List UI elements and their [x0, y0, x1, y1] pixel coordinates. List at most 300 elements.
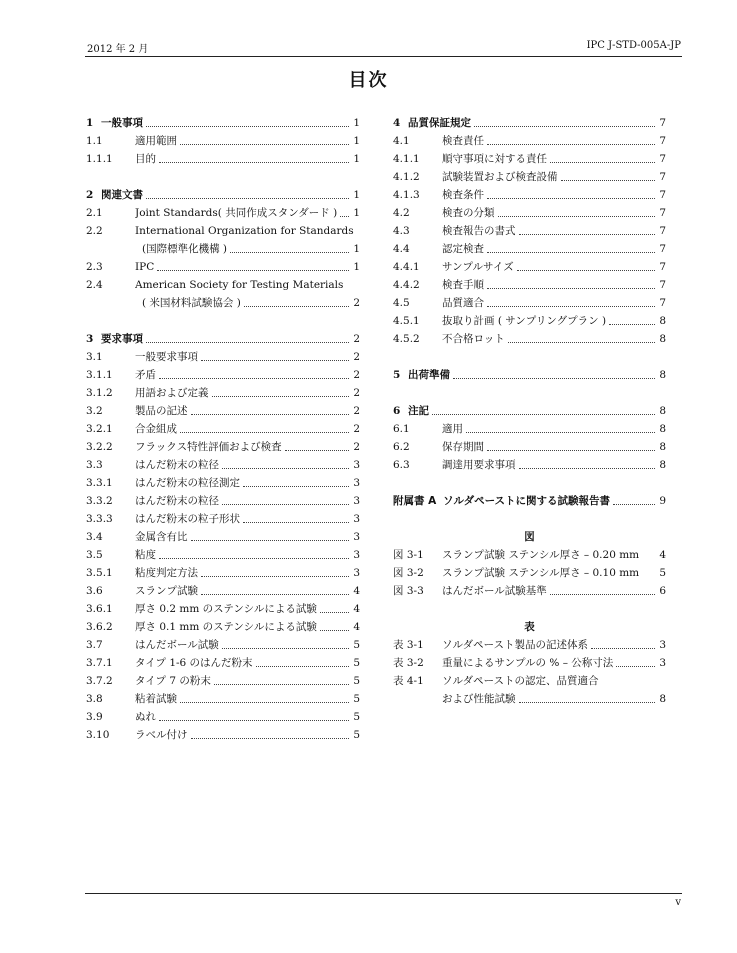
dot-leader [320, 630, 349, 631]
toc-entry-page: 7 [659, 207, 666, 219]
toc-entry-number: 3.6.1 [86, 603, 113, 615]
toc-entry-title: はんだボール試験 [135, 639, 219, 651]
toc-entry-title: はんだボール試験基準 [442, 585, 547, 597]
toc-entry-title: ソルダペーストの認定、品質適合 [442, 675, 599, 687]
dot-leader [243, 522, 349, 523]
toc-entry-number: 1.1 [86, 135, 103, 147]
toc-entry[interactable] [393, 546, 666, 564]
toc-entry-page: 8 [659, 405, 666, 417]
toc-entry-page: 5 [353, 693, 360, 705]
toc-entry-page: 8 [659, 693, 666, 705]
toc-right-column [393, 114, 666, 708]
dot-leader [146, 342, 349, 343]
toc-entry[interactable] [393, 204, 666, 222]
dot-leader [244, 306, 349, 307]
dot-leader [222, 468, 349, 469]
toc-entry[interactable] [393, 420, 666, 438]
dot-leader [561, 180, 656, 181]
toc-spacer [393, 348, 666, 366]
toc-entry-page: 2 [353, 387, 360, 399]
toc-entry-number: 表 3-1 [393, 639, 424, 651]
dot-leader [159, 558, 349, 559]
dot-leader [487, 252, 655, 253]
toc-entry-page: 7 [659, 297, 666, 309]
dot-leader [214, 684, 349, 685]
toc-entry-number: 3.3.3 [86, 513, 113, 525]
toc-entry-number: 4.4 [393, 243, 410, 255]
toc-entry-number: 3.10 [86, 729, 110, 741]
toc-entry[interactable] [393, 168, 666, 186]
toc-entry[interactable] [393, 564, 666, 582]
toc-entry[interactable] [393, 150, 666, 168]
dot-leader [320, 612, 349, 613]
toc-entry-page: 4 [659, 549, 666, 561]
toc-spacer [393, 600, 666, 618]
toc-entry[interactable] [86, 708, 360, 726]
toc-entry-number: 3.1 [86, 351, 103, 363]
dot-leader [487, 144, 655, 145]
header-date: 2012 年 2 月 [87, 44, 149, 55]
toc-entry[interactable] [86, 294, 360, 312]
toc-entry-title: タイプ 1-6 のはんだ粉末 [135, 657, 253, 669]
dot-leader [201, 576, 349, 577]
toc-entry[interactable] [393, 654, 666, 672]
toc-entry-number: 5 [393, 369, 401, 381]
toc-entry-number: 6.1 [393, 423, 410, 435]
toc-entry-number: 3.5.1 [86, 567, 113, 579]
toc-entry[interactable] [86, 420, 360, 438]
toc-entry-title: スランプ試験 ステンシル厚さ – 0.20 mm [442, 549, 640, 561]
toc-entry-page: 7 [659, 279, 666, 291]
toc-entry[interactable] [86, 618, 360, 636]
toc-entry-page: 5 [353, 729, 360, 741]
toc-entry-page: 2 [353, 405, 360, 417]
toc-entry-page: 3 [353, 531, 360, 543]
dot-leader [180, 702, 349, 703]
toc-entry-page: 4 [353, 621, 360, 633]
toc-entry-page: 3 [353, 459, 360, 471]
dot-leader [157, 270, 349, 271]
toc-entry-page: 3 [353, 549, 360, 561]
toc-entry-title: ぬれ [135, 711, 156, 723]
toc-entry-number: 3.7.1 [86, 657, 113, 669]
dot-leader [432, 414, 655, 415]
toc-entry-title: および性能試験 [442, 693, 516, 705]
toc-entry[interactable] [86, 132, 360, 150]
toc-entry-number: 2.4 [86, 279, 103, 291]
toc-entry-number: 3.3.2 [86, 495, 113, 507]
toc-entry-page: 8 [659, 423, 666, 435]
toc-entry-page: 5 [353, 639, 360, 651]
toc-entry-number: 4.1.1 [393, 153, 420, 165]
toc-entry-title: 品質適合 [442, 297, 484, 309]
toc-entry-number: 3.7 [86, 639, 103, 651]
toc-entry-page: 1 [353, 261, 360, 273]
toc-entry[interactable] [86, 186, 360, 204]
toc-entry-page: 8 [659, 441, 666, 453]
toc-entry-page: 1 [353, 189, 360, 201]
toc-entry-number: 6 [393, 405, 401, 417]
toc-entry[interactable] [86, 600, 360, 618]
toc-entry[interactable] [393, 402, 666, 420]
toc-entry[interactable] [86, 456, 360, 474]
toc-entry-title: ( 米国材料試験協会 ) [142, 297, 241, 309]
toc-entry-title: 製品の記述 [135, 405, 188, 417]
toc-entry[interactable] [393, 276, 666, 294]
toc-entry[interactable] [86, 528, 360, 546]
toc-entry-title: 矛盾 [135, 369, 156, 381]
toc-entry-number: 1 [86, 117, 94, 129]
toc-spacer [393, 384, 666, 402]
toc-entry-number: 3.6 [86, 585, 103, 597]
toc-entry[interactable] [86, 726, 360, 744]
toc-entry-number: 3.7.2 [86, 675, 113, 687]
toc-entry-number: 3.2.2 [86, 441, 113, 453]
toc-entry-number: 図 3-2 [393, 567, 424, 579]
toc-entry-number: 3.8 [86, 693, 103, 705]
dot-leader [517, 270, 655, 271]
toc-entry-page: 3 [659, 657, 666, 669]
toc-entry-page: 7 [659, 171, 666, 183]
dot-leader [191, 738, 350, 739]
toc-entry-title: (国際標準化機構 ) [142, 243, 228, 255]
toc-entry-page: 1 [353, 243, 360, 255]
toc-entry-page: 3 [353, 567, 360, 579]
dot-leader [591, 648, 655, 649]
toc-entry-page: 1 [353, 153, 360, 165]
toc-entry-page: 2 [353, 441, 360, 453]
header-rule [85, 56, 682, 57]
toc-entry-title: 品質保証規定 [408, 117, 471, 129]
toc-entry-page: 7 [659, 189, 666, 201]
toc-entry-title: 検査手順 [442, 279, 484, 291]
toc-entry-number: 4.3 [393, 225, 410, 237]
toc-entry-title: 要求事項 [101, 333, 143, 345]
toc-entry[interactable] [393, 294, 666, 312]
toc-entry-page: 2 [353, 333, 360, 345]
dot-leader [466, 432, 655, 433]
toc-entry-title: 粘度判定方法 [135, 567, 198, 579]
dot-leader [519, 234, 656, 235]
toc-entry-title: ソルダペーストに関する試験報告書 [443, 495, 611, 507]
toc-entry-page: 1 [353, 135, 360, 147]
dot-leader [550, 594, 655, 595]
dot-leader [180, 432, 349, 433]
toc-entry[interactable] [393, 258, 666, 276]
toc-entry[interactable] [393, 672, 666, 690]
toc-entry-title: IPC [135, 261, 155, 273]
toc-entry[interactable] [393, 492, 666, 510]
toc-entry-title: 注記 [408, 405, 429, 417]
toc-entry-title: スランプ試験 [135, 585, 198, 597]
toc-entry[interactable] [86, 438, 360, 456]
toc-entry[interactable] [86, 114, 360, 132]
toc-entry-title: 不合格ロット [442, 333, 505, 345]
toc-entry-title: 適用範囲 [135, 135, 177, 147]
dot-leader [222, 504, 349, 505]
toc-entry-number: 3.3 [86, 459, 103, 471]
toc-entry-title: 調達用要求事項 [442, 459, 516, 471]
toc-entry[interactable] [86, 240, 360, 258]
toc-entry-number: 6.3 [393, 459, 410, 471]
toc-entry-page: 5 [353, 675, 360, 687]
toc-entry[interactable] [393, 312, 666, 330]
toc-entry[interactable] [86, 366, 360, 384]
toc-entry-title: 一般要求事項 [135, 351, 198, 363]
toc-entry[interactable] [86, 258, 360, 276]
toc-entry-page: 5 [659, 567, 666, 579]
toc-entry-title: 検査責任 [442, 135, 484, 147]
toc-entry-number: 3.1.2 [86, 387, 113, 399]
toc-entry[interactable] [86, 636, 360, 654]
toc-entry[interactable] [86, 204, 360, 222]
toc-entry-page: 7 [659, 117, 666, 129]
toc-entry-page: 5 [353, 657, 360, 669]
toc-entry-number: 図 3-1 [393, 549, 424, 561]
toc-entry-page: 4 [353, 585, 360, 597]
toc-entry-title: はんだ粉末の粒径 [135, 459, 219, 471]
dot-leader [159, 162, 349, 163]
dot-leader [519, 468, 656, 469]
dot-leader [487, 450, 655, 451]
toc-entry-number: 図 3-3 [393, 585, 424, 597]
toc-entry-page: 7 [659, 153, 666, 165]
toc-entry[interactable] [393, 222, 666, 240]
toc-entry-title: 検査条件 [442, 189, 484, 201]
toc-entry-title: 認定検査 [442, 243, 484, 255]
toc-entry-number: 3.9 [86, 711, 103, 723]
dot-leader [256, 666, 349, 667]
toc-entry-title: 合金組成 [135, 423, 177, 435]
toc-entry-number: 2.2 [86, 225, 103, 237]
toc-entry-number: 3.4 [86, 531, 103, 543]
toc-entry-number: 1.1.1 [86, 153, 113, 165]
toc-entry-title: スランプ試験 ステンシル厚さ – 0.10 mm [442, 567, 640, 579]
dot-leader [487, 306, 655, 307]
toc-entry-number: 6.2 [393, 441, 410, 453]
toc-entry[interactable] [393, 240, 666, 258]
toc-entry[interactable] [86, 222, 360, 240]
toc-entry-number: 3.3.1 [86, 477, 113, 489]
toc-entry-title: Joint Standards( 共同作成スタンダード ) [135, 207, 338, 219]
toc-entry-number: 附属書 A [393, 495, 437, 507]
dot-leader [487, 288, 655, 289]
toc-entry-title: 順守事項に対する責任 [442, 153, 547, 165]
toc-entry-number: 表 3-2 [393, 657, 424, 669]
toc-entry[interactable] [86, 546, 360, 564]
toc-entry[interactable] [393, 186, 666, 204]
toc-entry-title: はんだ粉末の粒径測定 [135, 477, 240, 489]
dot-leader [146, 198, 349, 199]
toc-entry-number: 2.3 [86, 261, 103, 273]
toc-entry[interactable] [86, 474, 360, 492]
dot-leader [474, 126, 655, 127]
toc-entry-page: 7 [659, 261, 666, 273]
dot-leader [609, 324, 655, 325]
toc-entry-title: はんだ粉末の粒子形状 [135, 513, 240, 525]
toc-entry-page: 3 [659, 639, 666, 651]
toc-entry[interactable] [86, 150, 360, 168]
toc-entry-page: 2 [353, 297, 360, 309]
dot-leader [550, 162, 655, 163]
footer-rule [85, 893, 682, 894]
toc-entry-number: 4.1 [393, 135, 410, 147]
toc-entry-number: 4.5.2 [393, 333, 420, 345]
dot-leader [191, 414, 350, 415]
dot-leader [159, 720, 349, 721]
toc-entry-page: 3 [353, 495, 360, 507]
toc-entry-title: サンプルサイズ [442, 261, 514, 273]
header-doc-id: IPC J-STD-005A-JP [586, 40, 681, 51]
toc-entry-number: 3.5 [86, 549, 103, 561]
toc-entry-title: 保存期間 [442, 441, 484, 453]
toc-entry[interactable] [393, 330, 666, 348]
toc-entry[interactable] [86, 276, 360, 294]
toc-entry-title: 検査の分類 [442, 207, 495, 219]
toc-entry[interactable] [393, 456, 666, 474]
toc-entry-title: ラベル付け [135, 729, 188, 741]
toc-entry-number: 3.1.1 [86, 369, 113, 381]
toc-entry[interactable] [86, 402, 360, 420]
toc-entry[interactable] [393, 438, 666, 456]
toc-entry-title: 重量によるサンプルの % – 公称寸法 [442, 657, 614, 669]
dot-leader [498, 216, 656, 217]
toc-entry-title: 試験装置および検査設備 [442, 171, 558, 183]
toc-entry[interactable] [86, 654, 360, 672]
toc-entry-title: タイプ 7 の粉末 [135, 675, 211, 687]
toc-entry-title: 検査報告の書式 [442, 225, 516, 237]
toc-spacer [393, 474, 666, 492]
dot-leader [487, 198, 655, 199]
toc-entry-number: 3.2 [86, 405, 103, 417]
toc-spacer [86, 168, 360, 186]
toc-entry-page: 8 [659, 369, 666, 381]
toc-entry[interactable] [86, 348, 360, 366]
dot-leader [201, 360, 349, 361]
toc-entry-page: 7 [659, 243, 666, 255]
toc-entry[interactable] [393, 636, 666, 654]
dot-leader [616, 666, 655, 667]
toc-entry-number: 4.2 [393, 207, 410, 219]
toc-entry-title: 厚さ 0.1 mm のステンシルによる試験 [135, 621, 317, 633]
toc-entry-title: 出荷準備 [408, 369, 450, 381]
dot-leader [340, 216, 349, 217]
dot-leader [222, 648, 349, 649]
toc-entry-page: 2 [353, 423, 360, 435]
toc-entry[interactable] [86, 384, 360, 402]
toc-entry-title: 金属含有比 [135, 531, 188, 543]
dot-leader [180, 144, 349, 145]
toc-entry-page: 7 [659, 225, 666, 237]
toc-entry[interactable] [86, 510, 360, 528]
dot-leader [146, 126, 349, 127]
toc-entry-title: 用語および定義 [135, 387, 209, 399]
toc-entry-number: 表 4-1 [393, 675, 424, 687]
toc-entry-title: 目的 [135, 153, 156, 165]
dot-leader [508, 342, 655, 343]
toc-entry-number: 3.2.1 [86, 423, 113, 435]
toc-entry-title: 一般事項 [101, 117, 143, 129]
dot-leader [212, 396, 350, 397]
toc-entry-number: 3.6.2 [86, 621, 113, 633]
toc-entry-page: 7 [659, 135, 666, 147]
list-heading: 表 [524, 621, 535, 633]
toc-entry-page: 2 [353, 369, 360, 381]
toc-entry-title: 抜取り計画 ( サンプリングプラン ) [442, 315, 607, 327]
toc-entry[interactable] [393, 366, 666, 384]
toc-entry-title: ソルダペースト製品の記述体系 [442, 639, 589, 651]
toc-entry-title: American Society for Testing Materials [135, 279, 344, 291]
toc-entry[interactable] [393, 114, 666, 132]
toc-entry-page: 1 [353, 207, 360, 219]
toc-entry-number: 4.4.2 [393, 279, 420, 291]
toc-entry[interactable] [86, 690, 360, 708]
toc-entry-title: 粘度 [135, 549, 156, 561]
dot-leader [613, 504, 655, 505]
dot-leader [519, 702, 656, 703]
toc-entry[interactable] [86, 672, 360, 690]
toc-spacer [86, 312, 360, 330]
dot-leader [230, 252, 349, 253]
toc-entry-number: 4 [393, 117, 401, 129]
toc-entry[interactable] [86, 564, 360, 582]
list-heading: 図 [524, 531, 535, 543]
dot-leader [285, 450, 349, 451]
toc-entry-page: 8 [659, 315, 666, 327]
toc-entry[interactable] [86, 330, 360, 348]
toc-entry-number: 4.1.2 [393, 171, 420, 183]
toc-entry-number: 4.5.1 [393, 315, 420, 327]
toc-entry-title: 適用 [442, 423, 463, 435]
page-number: v [675, 897, 681, 908]
dot-leader [201, 594, 349, 595]
toc-entry-number: 2.1 [86, 207, 103, 219]
toc-entry-page: 4 [353, 603, 360, 615]
toc-entry-page: 3 [353, 513, 360, 525]
toc-entry-title: 粘着試験 [135, 693, 177, 705]
toc-entry[interactable] [393, 132, 666, 150]
toc-spacer [393, 510, 666, 528]
toc-entry-number: 3 [86, 333, 94, 345]
toc-entry-page: 3 [353, 477, 360, 489]
toc-entry-page: 2 [353, 351, 360, 363]
toc-entry-title: International Organization for Standards [135, 225, 354, 237]
toc-entry[interactable] [86, 492, 360, 510]
toc-entry-number: 4.4.1 [393, 261, 420, 273]
toc-entry[interactable] [393, 582, 666, 600]
toc-entry-title: 関連文書 [101, 189, 143, 201]
toc-entry-page: 6 [659, 585, 666, 597]
toc-entry-page: 9 [659, 495, 666, 507]
dot-leader [243, 486, 349, 487]
toc-entry[interactable] [393, 690, 666, 708]
page-title: 目次 [348, 70, 389, 91]
toc-entry-page: 8 [659, 459, 666, 471]
toc-entry[interactable] [86, 582, 360, 600]
toc-entry-title: 厚さ 0.2 mm のステンシルによる試験 [135, 603, 317, 615]
toc-entry-number: 2 [86, 189, 94, 201]
toc-entry-page: 5 [353, 711, 360, 723]
toc-entry-number: 4.5 [393, 297, 410, 309]
toc-left-column [86, 114, 360, 744]
dot-leader [191, 540, 350, 541]
toc-entry-title: フラックス特性評価および検査 [135, 441, 282, 453]
toc-entry-number: 4.1.3 [393, 189, 420, 201]
toc-entry-page: 1 [353, 117, 360, 129]
toc-entry-page: 8 [659, 333, 666, 345]
toc-entry-title: はんだ粉末の粒径 [135, 495, 219, 507]
dot-leader [453, 378, 655, 379]
